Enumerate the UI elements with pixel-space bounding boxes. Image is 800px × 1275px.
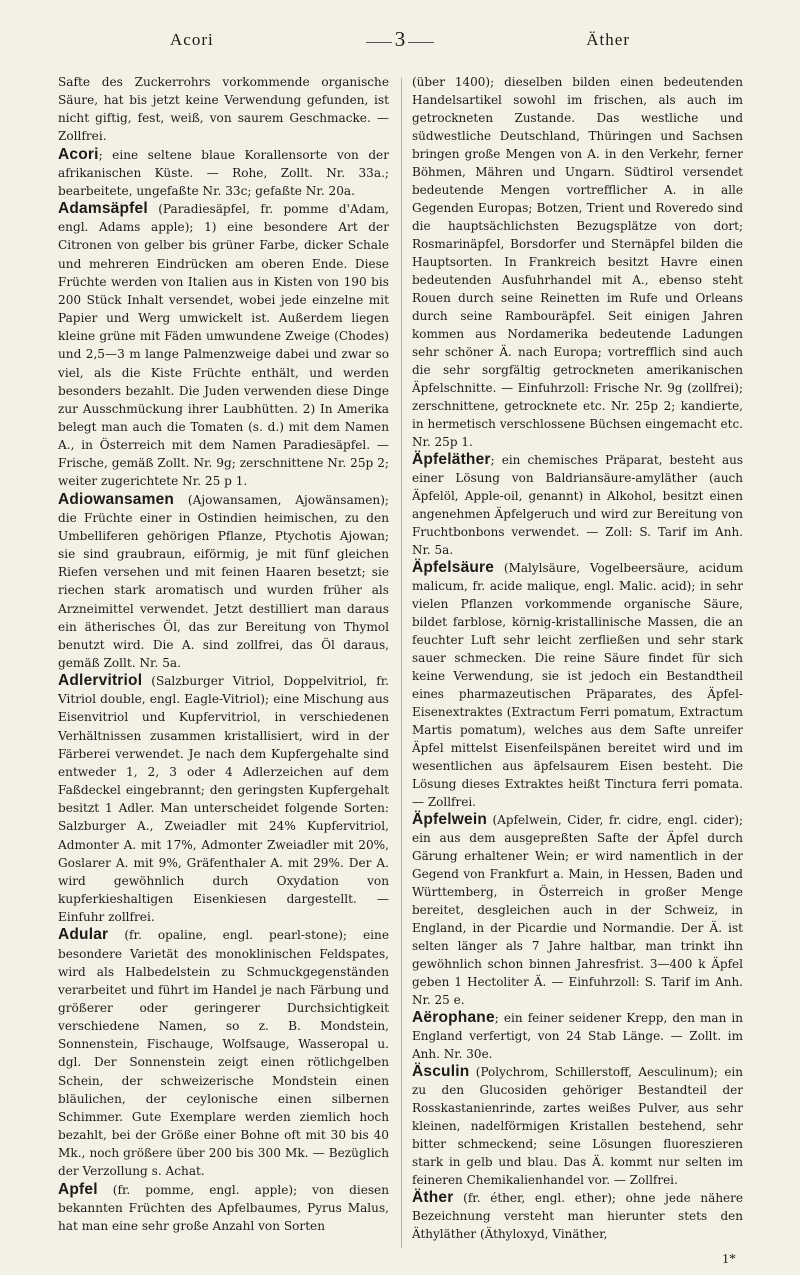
entry-acori [58,146,389,200]
entry-text: Safte des Zuckerrohrs vorkommende organische Säure, hat bis jetzt keine Verwendung gefunden, ist nicht giftig, fest, weiß, von saurem Geschmacke. — Zollfrei. [58,75,389,144]
entry-text: (fr. éther, engl. ether); ohne jede nähere Bezeichnung versteht man hierunter stets den Äthyläther (Äthyloxyd, Vinäther, [412,1191,743,1241]
entry-headword: Adlervitriol [58,672,143,690]
column-divider [401,78,402,1248]
entry-text: (fr. opaline, engl. pearl-stone); eine besondere Varietät des monoklinischen Feldspates, wird als Halbedelstein zu Schmuckgegenständen verarbeitet und führt im Handel je nach Färbung und größerer oder geringerer Durchsichtigkeit verschiedene Namen, so z. B. Mondstein, Sonnenstein, Fischauge, Wolfsauge, Wasseropal u. dgl. Der Sonnenstein zeigt einen rötlichgelben Schein, der schweizerische Mondstein einen bläulichen, der ceylonische einen silbernen Schimmer. Gute Exemplare werden ziemlich hoch bezahlt, bei der Größe einer Bohne oft mit 30 bis 40 Mk., noch größere über 200 bis 300 Mk. — Bezüglich der Verzollung s. Achat. [58,928,389,1179]
entry-adular [58,926,389,1180]
entry-text: ; eine seltene blaue Korallensorte von der afrikanischen Küste. — Rohe, Zollt. Nr. 33a.; bearbeitete, ungefaßte Nr. 33c; gefaßte Nr. 20a. [58,147,389,198]
entry-adiowansamen [58,491,389,673]
entry-headword: Äther [412,1189,454,1206]
entry-apfelsaure [412,559,743,811]
entry-apfel-continuation [412,73,743,451]
entry-text: (Polychrom, Schillerstoff, Aesculinum); ein zu den Glucosiden gehöriger Bestandteil der Rosskastanienrinde, zartes weißes Pulver, aus sehr kleinen, nadelförmigen Kristallen bestehend, sehr bitter schmeckend; seine Lösungen fluoreszieren stark in gelb und blau. Das Ä. kommt nur selten im feineren Chemikalienhandel vor. — Zollfrei. [412,1065,743,1187]
left-column [58,73,389,1235]
entry-text: (über 1400); dieselben bilden einen bedeutenden Handelsartikel sowohl im frischen, als auch im getrockneten Zustande. Das westliche und südwestliche Deutschland, Thüringen und Sachsen bringen große Mengen von A. in den Verkehr, ferner Böhmen, Mähren und Ungarn. Südtirol versendet bedeutende Mengen vortrefflicher A. in alle Gegenden Europas; Botzen, Trient und Roveredo sind die hauptsächlichsten Bezugsplätze von dort; Rosmarinäpfel, Borsdorfer und Sternäpfel bilden die Hauptsorten. In Frankreich besitzt Havre einen bedeutenden Ausfuhrhandel mit A., ebenso steht Rouen durch seine Reinetten im Rufe und Orleans durch seine Rambouräpfel. Seit einigen Jahren kommen aus Nordamerika bedeutende Ladungen sehr schöner Ä. nach Europa; vortrefflich sind auch die sehr sorgfältig getrockneten amerikanischen Äpfelschnitte. — Einfuhrzoll: Frische Nr. 9g (zollfrei); zerschnittene, getrocknete etc. Nr. 25p 2; kandierte, in hermetisch verschlossene Büchsen eingemacht etc. Nr. 25p 1. [412,75,743,449]
entry-text: ; ein feiner seidener Krepp, den man in England verfertigt, von 24 Stab Länge. — Zollt. im Anh. Nr. 30e. [412,1011,743,1061]
page-number: 3 [394,27,406,51]
entry-continuation [58,73,389,146]
header-rule-right [408,42,434,43]
right-column [412,73,743,1243]
entry-text: (Apfelwein, Cider, fr. cidre, engl. cider); ein aus dem ausgepreßten Safte der Äpfel durch Gärung erhaltener Wein; er wird namentlich in der Gegend von Frankfurt a. Main, in Hessen, Baden und Württemberg, in Österreich in großer Menge bereitet, desgleichen auch in der Schweiz, in England, in der Picardie und Normandie. Der Ä. ist selten länger als 7 Jahre haltbar, man trinkt ihn gewöhnlich schon binnen Jahresfrist. 3—400 k Äpfel geben 1 Hectoliter Ä. — Einfuhrzoll: S. Tarif im Anh. Nr. 25 e. [412,813,743,1007]
entry-text: ; ein chemisches Präparat, besteht aus einer Lösung von Baldriansäure-amyläther (auch Äpfelöl, Apple-oil, genannt) in Alkohol, besitzt einen angenehmen Äpfelgeruch und wird zur Bereitung von Fruchtbonbons verwendet. — Zoll: S. Tarif im Anh. Nr. 5a. [412,453,743,557]
entry-headword: Acori [58,145,99,163]
entry-apfelwein [412,811,743,1009]
entry-text: (Ajowansamen, Ajowänsamen); die Früchte einer in Ostindien heimischen, zu den Umbelliferen gehörigen Pflanze, Ptychotis Ajowan; sie sind graubraun, eiförmig, je mit fünf gleichen Riefen versehen und mit feinen Haaren besetzt; sie riechen stark aromatisch und wurden früher als Arzneimittel verwendet. Jetzt destilliert man daraus ein ätherisches Öl, das zur Bereitung von Thymol benutzt wird. Die A. sind zollfrei, das Öl daraus, gemäß Zollt. Nr. 5a. [58,492,389,670]
entry-headword: Äsculin [412,1063,470,1080]
entry-text: (Paradiesäpfel, fr. pomme d'Adam, engl. Adams apple); 1) eine besondere Art der Citronen von gelber bis grüner Farbe, dicker Schale und mehreren Eindrücken am oberen Ende. Diese Früchte werden von Italien aus in Kisten von 190 bis 200 Stück Inhalt versendet, wobei jede einzelne mit Papier und Werg umwickelt ist. Außerdem liegen kleine grüne mit Fäden umwundene Zweige (Chodes) und 2,5—3 m lange Palmenzweige dabei und zwar so viel, als die Kiste Früchte enthält, und werden besonders bezahlt. Die Juden verwenden diese Dinge zur Ausschmückung ihrer Laubhütten. 2) In Amerika belegt man auch die Tomaten (s. d.) mit dem Namen A., in Österreich mit dem Namen Paradiesäpfel. — Frische, gemäß Zollt. Nr. 9g; zerschnittene Nr. 25p 2; weiter zugerichtete Nr. 25 p 1. [58,202,389,489]
entry-apfelather [412,451,743,559]
page-header [58,27,742,56]
entry-headword: Äpfelsäure [412,559,495,576]
entry-headword: Äpfelwein [412,811,488,828]
entry-headword: Äpfeläther [412,451,491,468]
entry-text: (Salzburger Vitriol, Doppelvitriol, fr. Vitriol double, engl. Eagle-Vitriol); eine Mischung aus Eisenvitriol und Kupfervitriol, in verschiedenen Verhältnissen zusammen kristallisiert, wird in der Färberei verwendet. Je nach dem Kupfergehalte sind entweder 1, 2, 3 oder 4 Adlerzeichen auf dem Faßdeckel eingebrannt; den geringsten Kupfergehalt besitzt 1 Adler. Man unterscheidet folgende Sorten: Salzburger A., Zweiadler mit 24% Kupfervitriol, Admonter A. mit 17%, Admonter Zweiadler mit 20%, Goslarer A. mit 9%, Gräfenthaler A. mit 29%. Der A. wird gewöhnlich durch Oxydation von kupferkieshaltigen Eisenkiesen dargestellt. — Einfuhr zollfrei. [58,674,389,925]
entry-adamsapfel [58,200,389,491]
entry-headword: Adular [58,926,109,944]
entry-asculin [412,1063,743,1189]
header-right-keyword: Äther [586,30,630,49]
entry-headword: Adamsäpfel [58,200,148,218]
entry-adlervitriol [58,672,389,926]
header-left-keyword: Acori [170,30,214,49]
entry-headword: Aërophane [412,1009,495,1026]
entry-aerophane [412,1009,743,1063]
entry-text: (Malylsäure, Vogelbeersäure, acidum malicum, fr. acide malique, engl. Malic. acid); in sehr vielen Pflanzen vorkommende organische Säure, bildet farblose, körnig-kristallinische Massen, die an feuchter Luft sehr leicht zerfließen und sehr stark sauer schmecken. Die reine Säure findet für sich keine Verwendung, sie ist jedoch ein Bestandtheil eines pharmazeutischen Präparates, des Äpfel-Eisenextraktes (Extractum Ferri pomatum, Extractum Martis pomatum), welches aus dem Safte unreifer Äpfel mittelst Eisenfeilspänen bereitet wird und im wesentlichen aus äpfelsaurem Eisen besteht. Die Lösung dieses Extraktes heißt Tinctura ferri pomata. — Zollfrei. [412,561,743,809]
entry-headword: Adiowansamen [58,490,175,508]
entry-text: (fr. pomme, engl. apple); von diesen bekannten Früchten des Apfelbaumes, Pyrus Malus, hat man eine sehr große Anzahl von Sorten [58,1182,389,1233]
entry-ather [412,1189,743,1243]
entry-headword: Apfel [58,1180,98,1198]
entry-apfel [58,1181,389,1235]
signature-mark: 1* [722,1252,736,1267]
